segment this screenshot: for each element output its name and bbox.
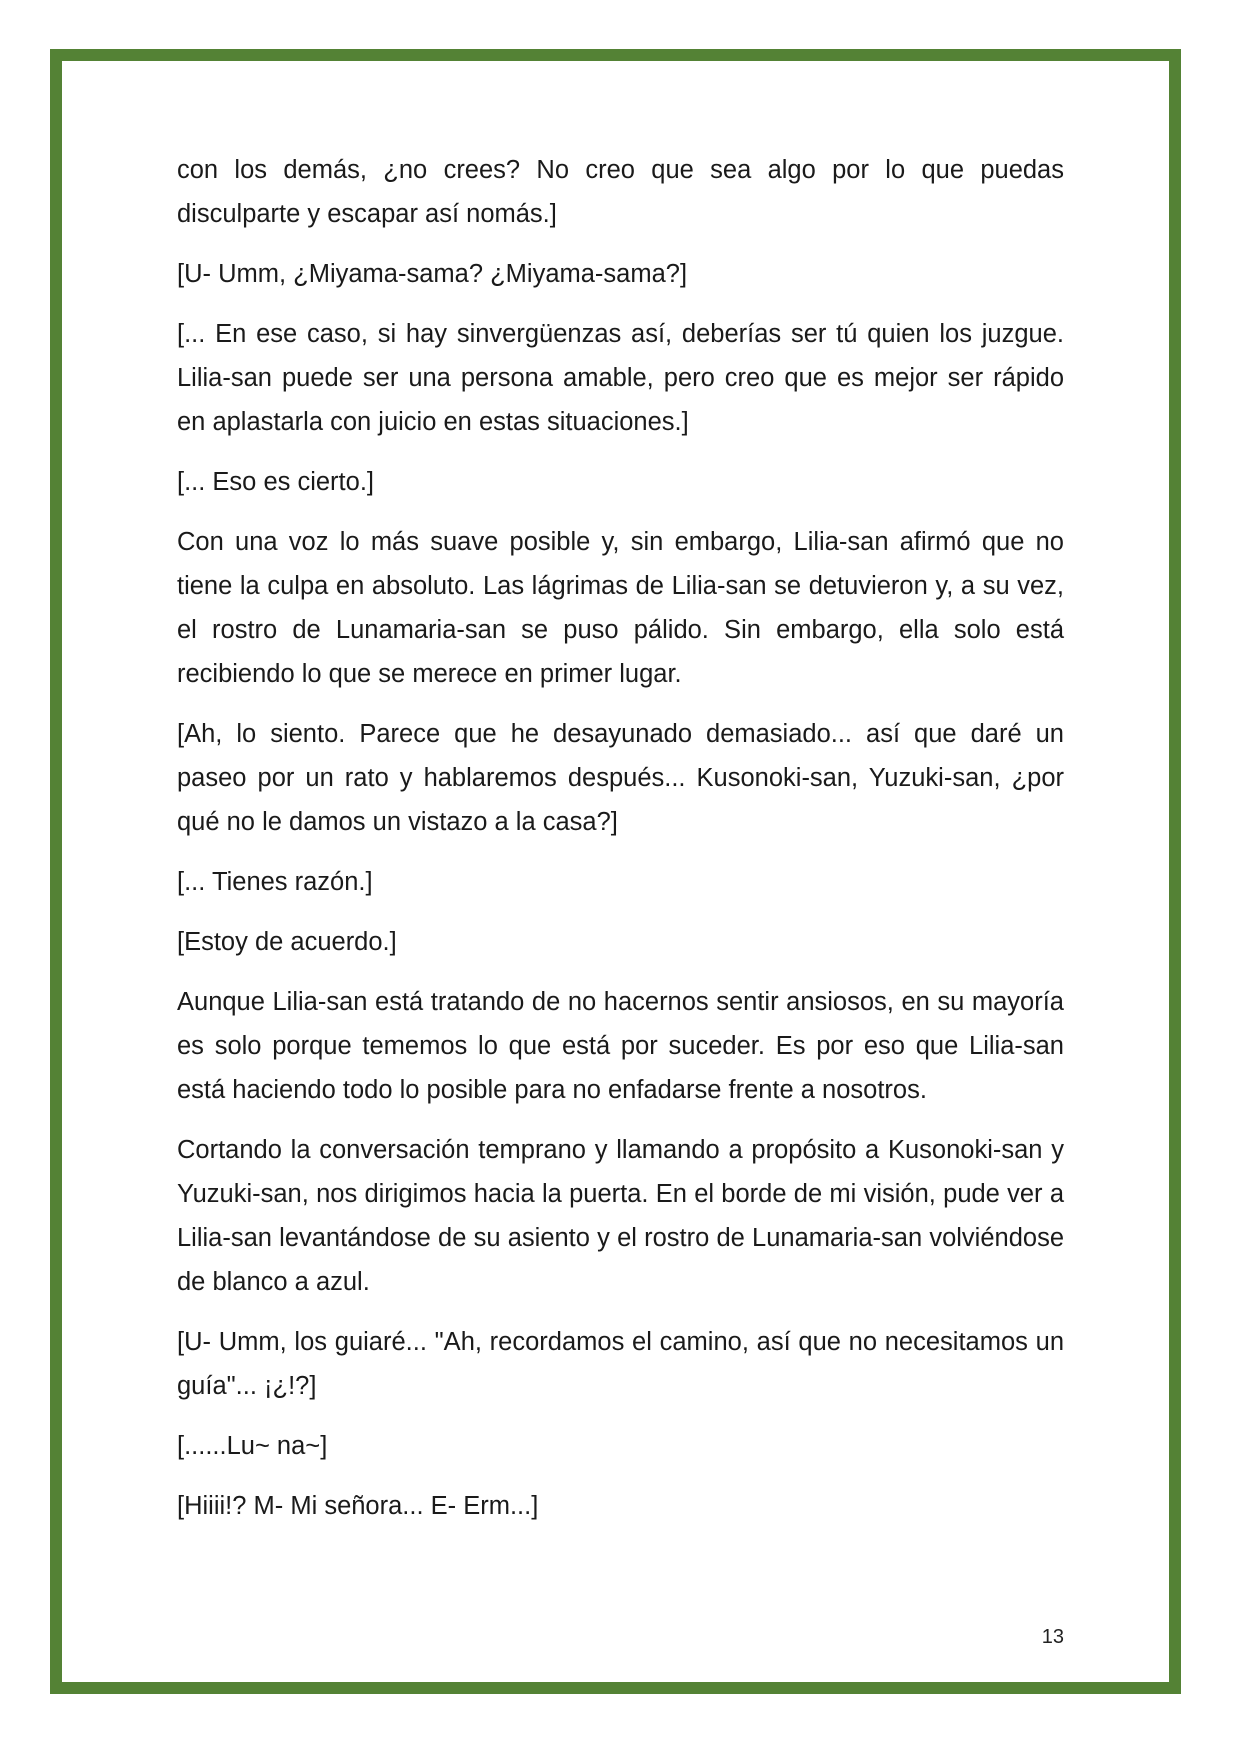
paragraph: [......Lu~ na~]: [177, 1432, 328, 1460]
page-number: 13: [1041, 1626, 1064, 1648]
paragraph: [Hiiii!? M- Mi señora... E- Erm...]: [177, 1492, 539, 1520]
paragraph: [Estoy de acuerdo.]: [177, 928, 397, 956]
paragraph: [Ah, lo siento. Parece que he desayunado demasiado... así que daré un paseo por un rato y hablaremos después... Kusonoki-san, Yuzuki-san, ¿por qué no le damos un vistazo a la casa?]: [177, 720, 1064, 836]
paragraph: con los demás, ¿no crees? No creo que sea algo por lo que puedas disculparte y escapar así nomás.]: [177, 156, 1064, 228]
paragraph: [U- Umm, ¿Miyama-sama? ¿Miyama-sama?]: [177, 260, 688, 288]
paragraph: Con una voz lo más suave posible y, sin embargo, Lilia-san afirmó que no tiene la culpa en absoluto. Las lágrimas de Lilia-san se detuvieron y, a su vez, el rostro de Lunamaria-san se puso pálido. Sin embargo, ella solo está recibiendo lo que se merece en primer lugar.: [177, 528, 1064, 688]
document-body: [177, 148, 1064, 1544]
paragraph: Aunque Lilia-san está tratando de no hacernos sentir ansiosos, en su mayoría es solo porque tememos lo que está por suceder. Es por eso que Lilia-san está haciendo todo lo posible para no enfadarse frente a nosotros.: [177, 988, 1064, 1104]
paragraph: [U- Umm, los guiaré... "Ah, recordamos el camino, así que no necesitamos un guía"... ¡¿!?]: [177, 1328, 1064, 1400]
paragraph: [... En ese caso, si hay sinvergüenzas así, deberías ser tú quien los juzgue. Lilia-san puede ser una persona amable, pero creo que es mejor ser rápido en aplastarla con juicio en estas situaciones.]: [177, 320, 1064, 436]
paragraph: [... Tienes razón.]: [177, 868, 373, 896]
paragraph: Cortando la conversación temprano y llamando a propósito a Kusonoki-san y Yuzuki-san, nos dirigimos hacia la puerta. En el borde de mi visión, pude ver a Lilia-san levantándose de su asiento y el rostro de Lunamaria-san volviéndose de blanco a azul.: [177, 1136, 1064, 1296]
paragraph: [... Eso es cierto.]: [177, 468, 374, 496]
